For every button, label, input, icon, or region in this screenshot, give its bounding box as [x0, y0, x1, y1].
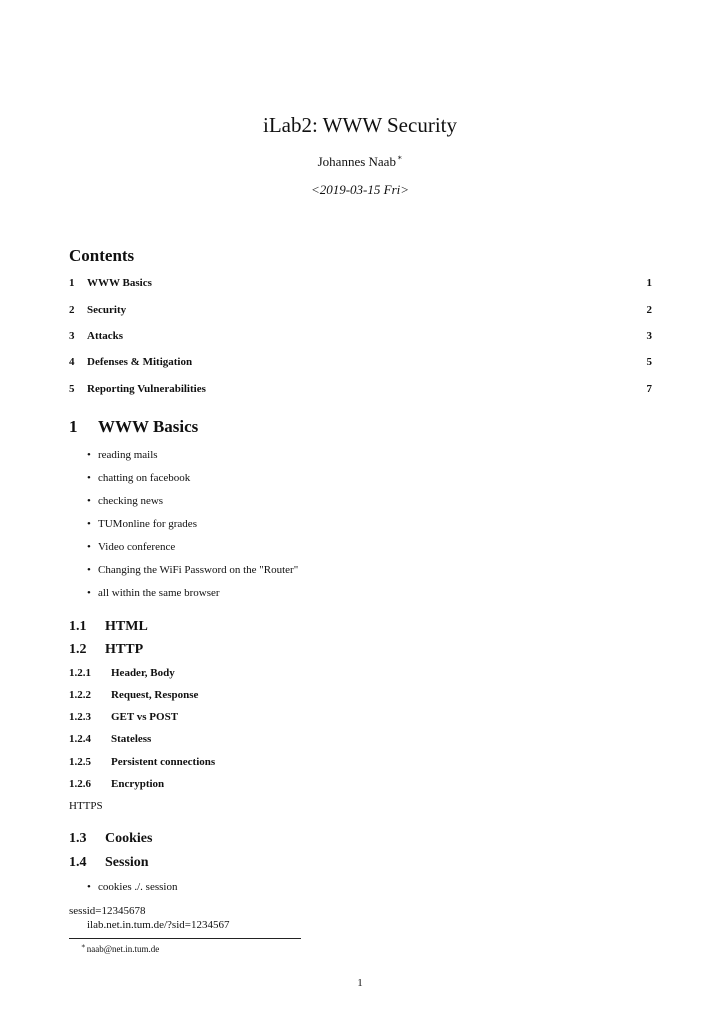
subsubsection-title: Header, Body	[111, 667, 175, 679]
subsection-number: 1.1	[69, 619, 87, 634]
subsubsection-number: 1.2.4	[69, 733, 91, 745]
list-item	[87, 495, 163, 507]
section-number: 1	[69, 417, 78, 436]
bullet-marker: •	[87, 564, 91, 576]
subsubsection-heading	[69, 689, 198, 701]
encryption-paragraph: HTTPS	[69, 800, 103, 812]
bullet-marker: •	[87, 881, 91, 893]
list-item	[87, 449, 158, 461]
document-title: iLab2: WWW Security	[262, 113, 457, 137]
toc-entry-title: Attacks	[87, 330, 124, 342]
subsection-heading	[69, 855, 149, 871]
subsubsection-heading	[69, 667, 175, 679]
subsection-number: 1.2	[69, 642, 87, 657]
toc-entry-number: 2	[69, 304, 75, 316]
subsection-title: HTTP	[105, 642, 144, 657]
subsubsection-number: 1.2.2	[69, 689, 91, 701]
subsubsection-heading	[69, 756, 215, 768]
list-item	[87, 472, 190, 484]
list-item-text: checking news	[98, 495, 164, 507]
toc-entry-page: 2	[646, 304, 652, 316]
toc-entry-page: 3	[646, 330, 652, 342]
subsubsection-number: 1.2.1	[69, 667, 91, 679]
subsection-number: 1.4	[69, 855, 87, 870]
toc-entry-title: Security	[87, 304, 127, 316]
author-name: Johannes Naab	[317, 154, 396, 169]
footnote	[81, 942, 159, 954]
page-number: 1	[357, 977, 363, 989]
toc-entry-title: Defenses & Mitigation	[87, 356, 193, 368]
subsubsection-number: 1.2.5	[69, 756, 91, 768]
bullet-marker: •	[87, 495, 91, 507]
subsubsection-heading	[69, 778, 164, 790]
bullet-marker: •	[87, 541, 91, 553]
toc-entry-title: Reporting Vulnerabilities	[87, 383, 206, 395]
section-title: WWW Basics	[98, 417, 199, 436]
toc-entry-page: 7	[646, 383, 652, 395]
subsubsection-number: 1.2.3	[69, 711, 91, 723]
toc-entry[interactable]	[69, 277, 652, 289]
list-item-text: all within the same browser	[98, 587, 220, 599]
list-item-text: chatting on facebook	[98, 472, 191, 484]
footnote-divider	[69, 938, 301, 939]
toc-entry-number: 3	[69, 330, 75, 342]
subsection-heading	[69, 619, 148, 635]
list-item-text: reading mails	[98, 449, 158, 461]
footnote-email[interactable]: naab@net.in.tum.de	[86, 944, 160, 954]
list-item	[87, 881, 177, 893]
toc-entry-page: 1	[646, 277, 652, 289]
toc-entry[interactable]	[69, 304, 652, 316]
subsection-number: 1.3	[69, 831, 87, 846]
toc-entry-number: 1	[69, 277, 75, 289]
subsubsection-heading	[69, 733, 151, 745]
bullet-marker: •	[87, 472, 91, 484]
list-item	[87, 564, 298, 576]
toc-entry[interactable]	[69, 383, 652, 395]
session-paragraph-line: ilab.net.in.tum.de/?sid=1234567	[87, 919, 230, 931]
subsection-heading	[69, 642, 143, 658]
footnote-mark: ∗	[81, 942, 86, 950]
subsubsection-title: GET vs POST	[111, 711, 179, 723]
bullet-marker: •	[87, 518, 91, 530]
subsection-title: Session	[105, 855, 149, 870]
subsubsection-heading	[69, 711, 178, 723]
list-item	[87, 541, 175, 553]
subsubsection-title: Request, Response	[111, 689, 199, 701]
subsubsection-title: Stateless	[111, 733, 152, 745]
toc-entry-number: 5	[69, 383, 75, 395]
list-item-text: Video conference	[98, 541, 176, 553]
toc-entry-page: 5	[646, 356, 652, 368]
subsubsection-number: 1.2.6	[69, 778, 91, 790]
toc-entry[interactable]	[69, 356, 652, 368]
list-item-text: Changing the WiFi Password on the "Router"	[98, 564, 299, 576]
subsubsection-title: Encryption	[111, 778, 165, 790]
bullet-marker: •	[87, 587, 91, 599]
subsection-title: Cookies	[105, 831, 153, 846]
list-item	[87, 518, 197, 530]
author-footnote-mark[interactable]: ∗	[396, 153, 403, 162]
bullet-marker: •	[87, 449, 91, 461]
section-heading	[69, 417, 198, 437]
list-item	[87, 587, 220, 599]
contents-heading: Contents	[69, 246, 135, 265]
session-paragraph-line: sessid=12345678	[69, 905, 146, 917]
toc-entry-title: WWW Basics	[87, 277, 152, 289]
list-item-text: TUMonline for grades	[98, 518, 197, 530]
toc-entry[interactable]	[69, 330, 652, 342]
subsection-title: HTML	[105, 619, 148, 634]
document-author	[0, 153, 720, 170]
document-date: <2019-03-15 Fri>	[310, 182, 410, 197]
subsubsection-title: Persistent connections	[111, 756, 216, 768]
toc-entry-number: 4	[69, 356, 75, 368]
subsection-heading	[69, 831, 152, 847]
list-item-text: cookies ./. session	[98, 881, 178, 893]
